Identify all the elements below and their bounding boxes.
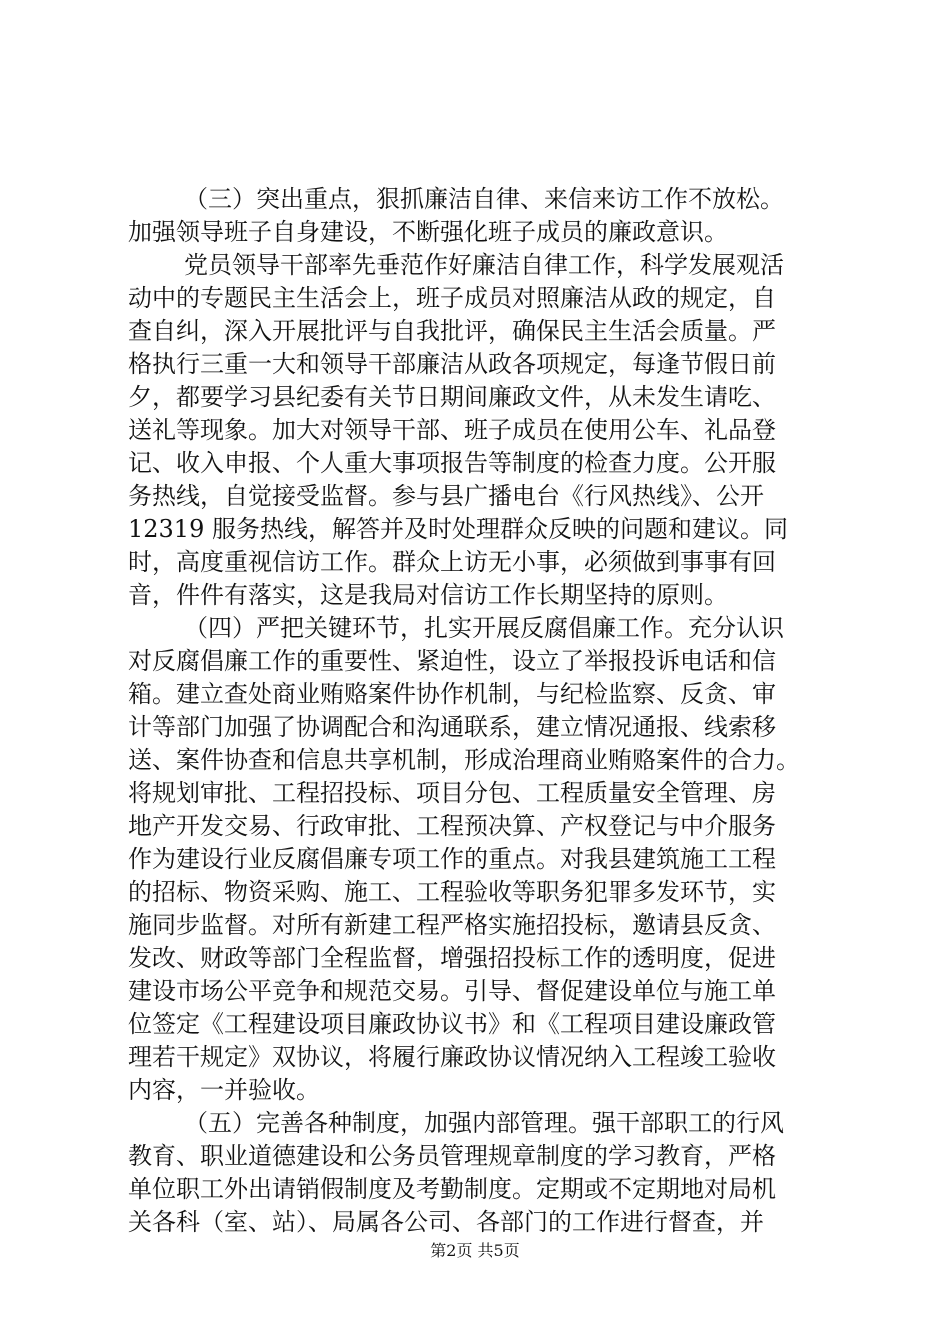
paragraph-heading-3: （三）突出重点，狠抓廉洁自律、来信来访工作不放松。: [184, 185, 784, 213]
text-line: 将规划审批、工程招投标、项目分包、工程质量安全管理、房: [128, 779, 776, 807]
text-line: 查自纠，深入开展批评与自我批评，确保民主生活会质量。严: [128, 317, 776, 345]
text-line: 12319 服务热线，解答并及时处理群众反映的问题和建议。同: [128, 515, 788, 543]
text-line: 发改、财政等部门全程监督，增强招投标工作的透明度，促进: [128, 944, 776, 972]
text-line: 理若干规定》双协议，将履行廉政协议情况纳入工程竣工验收: [128, 1043, 776, 1071]
text-line: 对反腐倡廉工作的重要性、紧迫性，设立了举报投诉电话和信: [128, 647, 776, 675]
text-line: 内容，一并验收。: [128, 1076, 320, 1104]
text-line: 位签定《工程建设项目廉政协议书》和《工程项目建设廉政管: [128, 1010, 776, 1038]
page-number-footer: 第2页 共5页: [430, 1241, 520, 1260]
paragraph-start: 党员领导干部率先垂范作好廉洁自律工作，科学发展观活: [184, 251, 784, 279]
text-line: 施同步监督。对所有新建工程严格实施招投标，邀请县反贪、: [128, 911, 776, 939]
text-line: 记、收入申报、个人重大事项报告等制度的检查力度。公开服: [128, 449, 776, 477]
text-line: 计等部门加强了协调配合和沟通联系，建立情况通报、线索移: [128, 713, 776, 741]
text-line: 音，件件有落实，这是我局对信访工作长期坚持的原则。: [128, 581, 728, 609]
text-line: 加强领导班子自身建设，不断强化班子成员的廉政意识。: [128, 218, 728, 246]
text-line: 建设市场公平竞争和规范交易。引导、督促建设单位与施工单: [128, 977, 776, 1005]
text-line: 教育、职业道德建设和公务员管理规章制度的学习教育，严格: [128, 1142, 776, 1170]
text-line: 作为建设行业反腐倡廉专项工作的重点。对我县建筑施工工程: [128, 845, 776, 873]
text-line: 夕，都要学习县纪委有关节日期间廉政文件，从未发生请吃、: [128, 383, 776, 411]
document-body: [128, 183, 828, 1239]
paragraph-heading-4: （四）严把关键环节，扎实开展反腐倡廉工作。充分认识: [184, 614, 784, 642]
text-line: 的招标、物资采购、施工、工程验收等职务犯罪多发环节，实: [128, 878, 776, 906]
text-line: 地产开发交易、行政审批、工程预决算、产权登记与中介服务: [128, 812, 776, 840]
text-line: 箱。建立查处商业贿赂案件协作机制，与纪检监察、反贪、审: [128, 680, 776, 708]
text-line: 动中的专题民主生活会上，班子成员对照廉洁从政的规定，自: [128, 284, 776, 312]
text-line: 关各科（室、站）、局属各公司、各部门的工作进行督查，并: [128, 1208, 764, 1236]
text-line: 送、案件协查和信息共享机制，形成治理商业贿赂案件的合力。: [128, 746, 800, 774]
text-line: 送礼等现象。加大对领导干部、班子成员在使用公车、礼品登: [128, 416, 776, 444]
text-line: 格执行三重一大和领导干部廉洁从政各项规定，每逢节假日前: [128, 350, 776, 378]
text-line: 务热线，自觉接受监督。参与县广播电台《行风热线》、公开: [128, 482, 764, 510]
text-line: 时，高度重视信访工作。群众上访无小事，必须做到事事有回: [128, 548, 776, 576]
text-line: 单位职工外出请销假制度及考勤制度。定期或不定期地对局机: [128, 1175, 776, 1203]
paragraph-heading-5: （五）完善各种制度，加强内部管理。强干部职工的行风: [184, 1109, 784, 1137]
